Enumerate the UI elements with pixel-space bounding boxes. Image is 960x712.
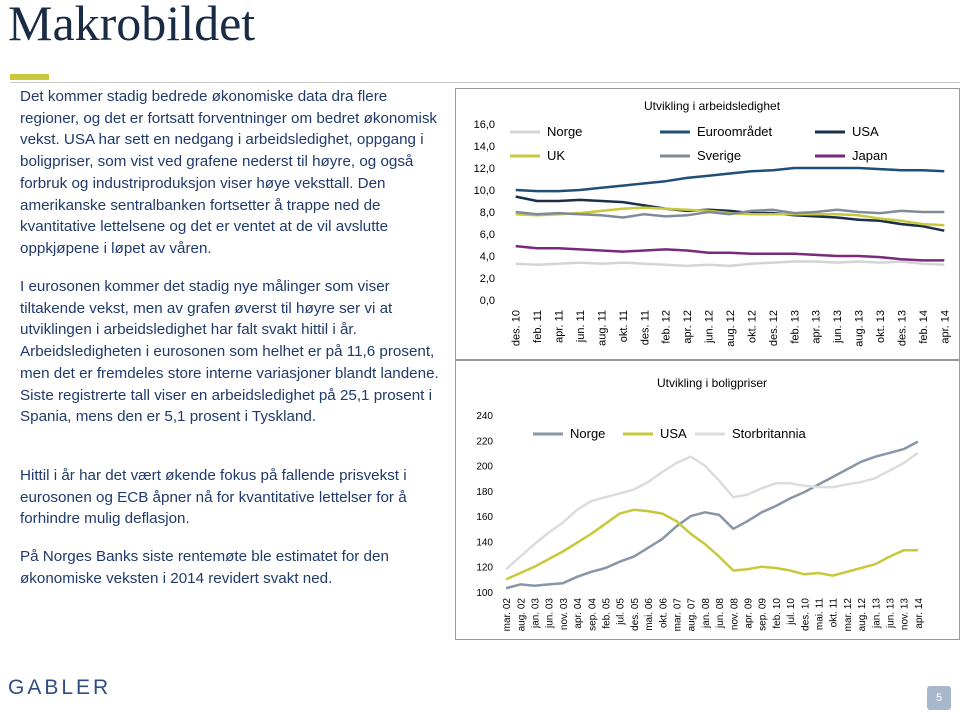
body-paragraph-3: Hittil i år har det vært økende fokus på fallende prisvekst i eurosonen og ECB åpner nå for kvantitative lettelser for å forhindre mulig deflasjon. — [20, 467, 407, 528]
series-line-1 — [506, 510, 918, 580]
y-tick-label: 16,0 — [473, 119, 495, 131]
x-tick-label: aug. 12 — [857, 598, 869, 632]
series-line-0 — [516, 262, 945, 266]
chart-frame — [456, 361, 960, 640]
page-title: Makrobildet — [8, 0, 256, 51]
x-tick-label: jan. 13 — [871, 598, 883, 629]
x-tick-label: jun. 11 — [575, 310, 587, 343]
page-number: 5 — [927, 686, 951, 710]
x-tick-label: des. 13 — [896, 310, 909, 347]
body-paragraph-1: Det kommer stadig bedrede økonomiske data dra flere regioner, og det er fortsatt forventninger om bedret økonomisk vekst. USA har sett en nedgang i arbeidsledighet, oppgang i boligpriser, som vist ved grafene nederst til høyre, og også forbruk og industriproduksjon viser høye veksttall. Den amerikanske sentralbanken fortsetter å trappe ned de kvantitative lettelsene og det er ventet at de vil avslutte oppkjøpene i løpet av våren. — [20, 88, 438, 257]
legend-label-4: Sverige — [697, 148, 742, 163]
x-tick-label: apr. 09 — [743, 598, 755, 629]
x-tick-label: apr. 13 — [810, 310, 823, 344]
x-tick-label: aug. 02 — [516, 598, 528, 632]
x-tick-label: okt. 06 — [658, 598, 670, 629]
x-tick-label: aug. 12 — [725, 310, 737, 347]
x-tick-label: apr. 14 — [939, 310, 952, 344]
body-paragraph-4: På Norges Banks siste rentemøte ble estimatet for den økonomiske veksten i 2014 revidert svakt ned. — [20, 548, 389, 587]
x-tick-label: des. 12 — [767, 310, 780, 347]
house-price-chart — [455, 360, 960, 640]
x-tick-label: des. 05 — [629, 598, 641, 631]
x-tick-label: mai. 06 — [644, 598, 656, 631]
x-tick-label: des. 10 — [800, 598, 812, 631]
body-paragraph-2: I eurosonen kommer det stadig nye målinger som viser tiltakende vekst, men av grafen øverst til høyre ser vi at utviklingen i arbeidsledighet har falt svakt hittil i år. Arbeidsledigheten i eurosonen som helhet er på 11,6 prosent, men det er fremdeles store interne variasjoner blandt landene. Siste registrerte tall viser en arbeidsledighet på 25,1 prosent i Spania, mens den er 5,1 prosent i Tyskland. — [20, 278, 439, 426]
y-tick-label: 160 — [476, 512, 493, 524]
legend-label-1: USA — [660, 426, 687, 441]
title-divider — [10, 82, 960, 83]
chart-title: Utvikling i boligpriser — [656, 376, 768, 390]
x-tick-label: feb. 11 — [532, 310, 545, 343]
x-tick-label: jul. 05 — [615, 598, 627, 625]
x-tick-label: feb. 10 — [771, 598, 783, 629]
x-tick-label: okt. 12 — [746, 310, 759, 344]
x-tick-label: aug. 07 — [686, 598, 698, 632]
x-tick-label: jun. 13 — [832, 310, 845, 344]
legend-label-3: UK — [547, 148, 566, 163]
legend-label-0: Norge — [547, 124, 583, 139]
x-tick-label: aug. 13 — [853, 310, 866, 347]
y-tick-label: 2,0 — [479, 273, 495, 285]
y-tick-label: 12,0 — [473, 163, 495, 175]
x-tick-label: sep. 04 — [587, 598, 599, 631]
x-tick-label: jan. 03 — [530, 598, 542, 629]
x-tick-label: jun. 12 — [703, 310, 716, 344]
legend-label-2: USA — [852, 124, 879, 139]
y-tick-label: 120 — [476, 562, 493, 574]
x-tick-label: nov. 13 — [899, 598, 911, 631]
x-tick-label: okt. 11 — [617, 310, 630, 343]
y-tick-label: 220 — [476, 436, 493, 448]
legend-label-1: Euroområdet — [697, 124, 773, 139]
y-tick-label: 0,0 — [479, 295, 495, 307]
x-tick-label: des. 10 — [510, 310, 523, 347]
x-tick-label: okt. 11 — [828, 598, 840, 628]
series-line-0 — [506, 442, 918, 589]
x-tick-label: apr. 11 — [553, 310, 566, 343]
x-tick-label: feb. 12 — [660, 310, 673, 344]
x-tick-label: feb. 13 — [789, 310, 802, 344]
x-tick-label: jun. 08 — [715, 598, 727, 629]
x-tick-label: aug. 11 — [596, 310, 609, 346]
x-tick-label: okt. 13 — [875, 310, 887, 344]
x-tick-label: apr. 12 — [682, 310, 695, 344]
x-tick-label: jun. 03 — [544, 598, 556, 629]
x-tick-label: sep. 09 — [757, 598, 769, 631]
legend-label-5: Japan — [852, 148, 888, 163]
chart-title: Utvikling i arbeidsledighet — [643, 99, 781, 113]
x-tick-label: apr. 14 — [913, 598, 925, 629]
title-accent-bar — [10, 74, 49, 80]
x-tick-label: mar. 07 — [672, 598, 684, 632]
legend-label-2: Storbritannia — [732, 426, 806, 441]
series-line-5 — [516, 246, 945, 260]
x-tick-label: des. 11 — [639, 310, 652, 346]
y-tick-label: 8,0 — [479, 207, 495, 219]
x-tick-label: jul. 10 — [786, 598, 798, 625]
y-tick-label: 4,0 — [479, 251, 495, 263]
x-tick-label: mai. 11 — [814, 598, 826, 631]
x-tick-label: nov. 08 — [729, 598, 741, 631]
x-tick-label: nov. 03 — [558, 598, 570, 631]
gabler-logo: GABLER — [8, 676, 112, 699]
y-tick-label: 10,0 — [473, 185, 495, 197]
legend-label-0: Norge — [570, 426, 606, 441]
x-tick-label: feb. 14 — [917, 310, 930, 344]
y-tick-label: 100 — [476, 588, 493, 599]
x-tick-label: jan. 08 — [700, 598, 712, 629]
y-tick-label: 14,0 — [473, 141, 495, 153]
series-line-1 — [516, 168, 945, 191]
x-tick-label: apr. 04 — [573, 598, 585, 629]
x-tick-label: feb. 05 — [601, 598, 613, 629]
x-tick-label: mar. 02 — [502, 598, 514, 632]
y-tick-label: 6,0 — [479, 229, 495, 241]
unemployment-chart — [455, 88, 960, 360]
x-tick-label: jun. 13 — [885, 598, 897, 629]
y-tick-label: 140 — [476, 537, 493, 549]
y-tick-label: 240 — [476, 411, 493, 422]
y-tick-label: 200 — [476, 461, 493, 473]
x-tick-label: mar. 12 — [842, 598, 854, 632]
y-tick-label: 180 — [476, 486, 493, 498]
